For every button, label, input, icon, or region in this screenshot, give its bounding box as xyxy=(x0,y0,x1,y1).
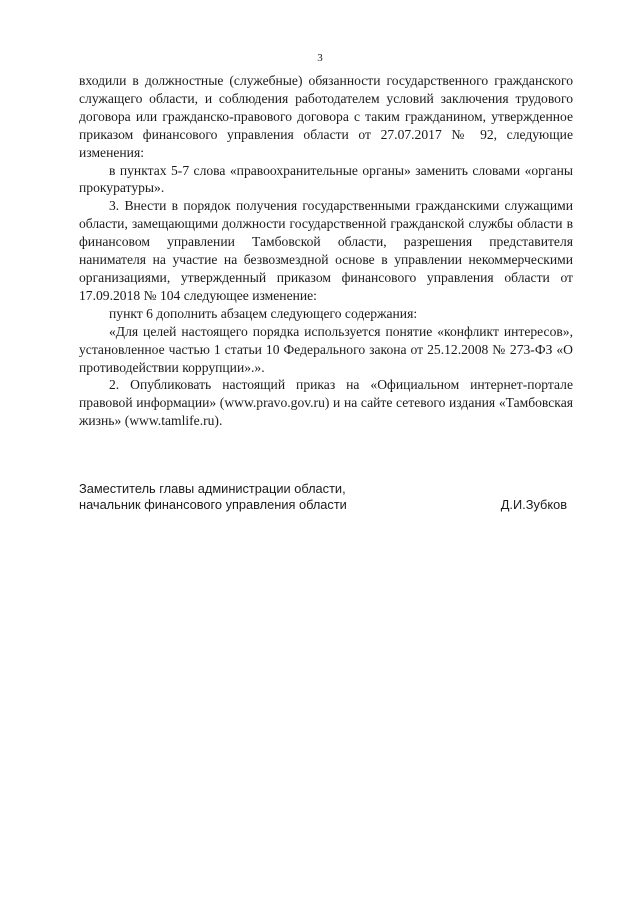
paragraph-amendment-items: в пунктах 5-7 слова «правоохранительные органы» заменить словами «органы прокуратуры». xyxy=(79,162,573,196)
paragraph-item-3: 3. Внести в порядок получения государственными гражданскими служащими области, замещающими должности государственной гражданской службы области в финансовом управлении Тамбовской области, разрешения представителя нанимателя на участие на безвозмездной основе в управлении некоммерческими организациями, утвержденный приказом финансового управления области от 17.09.2018 № 104 следующее изменение: xyxy=(79,198,573,303)
signatory-name: Д.И.Зубков xyxy=(500,497,567,512)
document-body xyxy=(79,72,573,430)
paragraph-quoted-definition: «Для целей настоящего порядка используется понятие «конфликт интересов», установленное частью 1 статьи 10 Федерального закона от 25.12.2008 № 273-ФЗ «О противодействии коррупции».». xyxy=(79,323,573,375)
paragraph-continuation: входили в должностные (служебные) обязанности государственного гражданского служащего области, и соблюдения работодателем условий заключения трудового договора или гражданско-правового договора с таким гражданином, утвержденное приказом финансового управления области от 27.07.2017 № 92, следующие изменения: xyxy=(79,73,573,160)
signatory-title-line-2: начальник финансового управления области xyxy=(79,497,347,512)
signatory-title-line-1: Заместитель главы администрации области, xyxy=(79,481,346,496)
paragraph-item-6-intro: пункт 6 дополнить абзацем следующего содержания: xyxy=(109,305,418,321)
signature-block xyxy=(79,481,573,513)
paragraph-item-2-publish: 2. Опубликовать настоящий приказ на «Официальном интернет-портале правовой информации» (www.pravo.gov.ru) и на сайте сетевого издания «Тамбовская жизнь» (www.tamlife.ru). xyxy=(79,377,573,429)
page-number: 3 xyxy=(317,52,323,64)
